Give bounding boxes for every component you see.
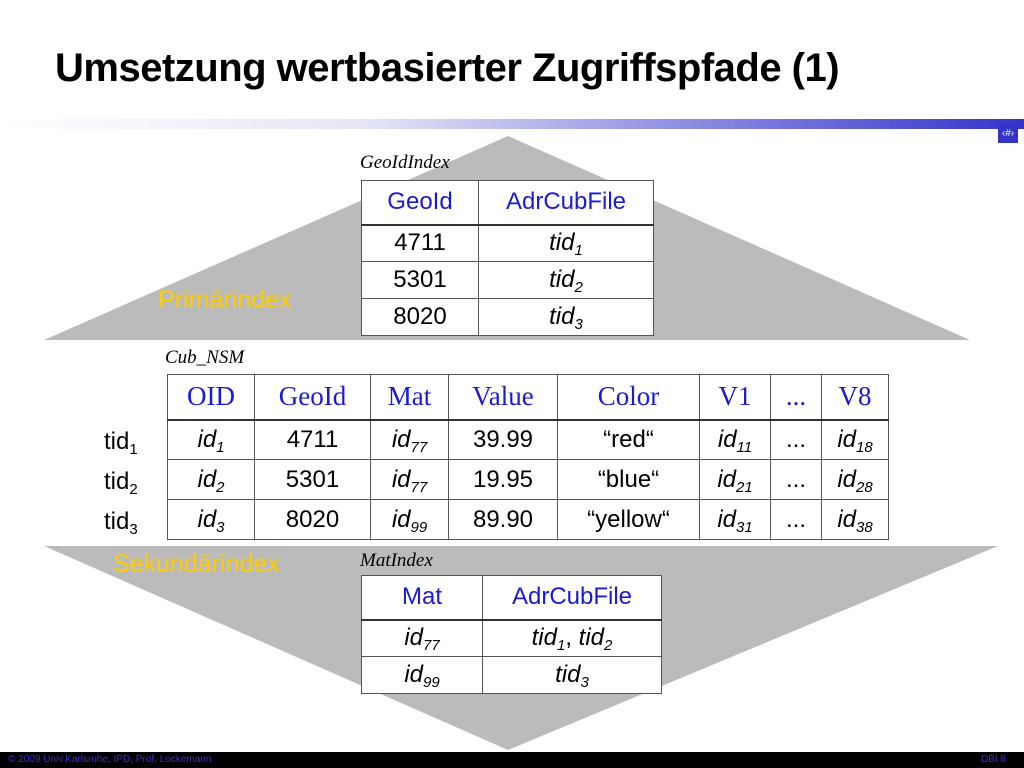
geoid-cell: 8020 (255, 500, 371, 540)
dots-cell: ... (771, 460, 822, 500)
footer-page-number: DBI 8 (980, 754, 1006, 765)
header-color: Color (558, 375, 700, 420)
v1-cell: $id_{31}$ (700, 500, 771, 540)
footer-copyright: © 2009 Univ.Karlsruhe, IPD, Prof. Lockemann (8, 754, 212, 765)
mat-cell: $id_{77}$ (362, 620, 483, 657)
mat-index-caption: MatIndex (360, 550, 433, 571)
mat-cell: $id_{99}$ (371, 500, 449, 540)
header-adrcubfile: AdrCubFile (483, 576, 662, 620)
tid-cell: tid$_2$ (479, 262, 654, 299)
color-cell: “blue“ (558, 460, 700, 500)
v8-cell: $id_{28}$ (822, 460, 889, 500)
oid-cell: $id_3$ (168, 500, 255, 540)
dots-cell: ... (771, 420, 822, 460)
slide-title: Umsetzung wertbasierter Zugriffspfade (1) (55, 46, 840, 90)
table-row (362, 225, 654, 262)
value-cell: 39.99 (449, 420, 558, 460)
geoid-cell: 8020 (362, 299, 479, 336)
header-v1: V1 (700, 375, 771, 420)
table-row (362, 299, 654, 336)
v1-cell: $id_{21}$ (700, 460, 771, 500)
header-geoid: GeoId (255, 375, 371, 420)
dots-cell: ... (771, 500, 822, 540)
mat-cell: $id_{99}$ (362, 657, 483, 694)
value-cell: 19.95 (449, 460, 558, 500)
table-header-row (362, 181, 654, 225)
table-header-row (168, 375, 889, 420)
table-row (168, 420, 889, 460)
tid-cell: tid$_1$ (479, 225, 654, 262)
header-oid: OID (168, 375, 255, 420)
geoid-cell: 4711 (362, 225, 479, 262)
cub-nsm-table (167, 374, 889, 540)
table-row (362, 262, 654, 299)
row-label-tid2: tid$_2$ (104, 468, 138, 498)
header-geoid: GeoId (362, 181, 479, 225)
mat-cell: $id_{77}$ (371, 420, 449, 460)
row-label-tid3: tid$_3$ (104, 508, 138, 538)
geoid-index-caption: GeoIdIndex (360, 152, 450, 173)
header-adrcubfile: AdrCubFile (479, 181, 654, 225)
geoid-index-table (361, 180, 654, 336)
oid-cell: $id_2$ (168, 460, 255, 500)
v8-cell: $id_{38}$ (822, 500, 889, 540)
header-dots: ... (771, 375, 822, 420)
oid-cell: $id_1$ (168, 420, 255, 460)
header-mat: Mat (371, 375, 449, 420)
header-value: Value (449, 375, 558, 420)
tid-list-cell: tid$_1$, tid$_2$ (483, 620, 662, 657)
table-row (168, 500, 889, 540)
mat-cell: $id_{77}$ (371, 460, 449, 500)
tid-cell: tid$_3$ (479, 299, 654, 336)
secondary-index-label: Sekundärindex (113, 550, 280, 578)
cub-nsm-caption: Cub_NSM (165, 347, 245, 368)
tid-list-cell: tid$_3$ (483, 657, 662, 694)
table-row (362, 657, 662, 694)
table-header-row (362, 576, 662, 620)
value-cell: 89.90 (449, 500, 558, 540)
page-number-marker: ‹#› (998, 125, 1018, 143)
footer-bar (0, 752, 1024, 768)
table-row (168, 460, 889, 500)
v1-cell: $id_{11}$ (700, 420, 771, 460)
primary-index-label: Primärindex (158, 286, 292, 314)
mat-index-table (361, 575, 662, 694)
geoid-cell: 5301 (255, 460, 371, 500)
color-cell: “red“ (558, 420, 700, 460)
row-label-tid1: tid$_1$ (104, 428, 138, 458)
geoid-cell: 5301 (362, 262, 479, 299)
v8-cell: $id_{18}$ (822, 420, 889, 460)
geoid-cell: 4711 (255, 420, 371, 460)
table-row (362, 620, 662, 657)
color-cell: “yellow“ (558, 500, 700, 540)
header-mat: Mat (362, 576, 483, 620)
header-v8: V8 (822, 375, 889, 420)
